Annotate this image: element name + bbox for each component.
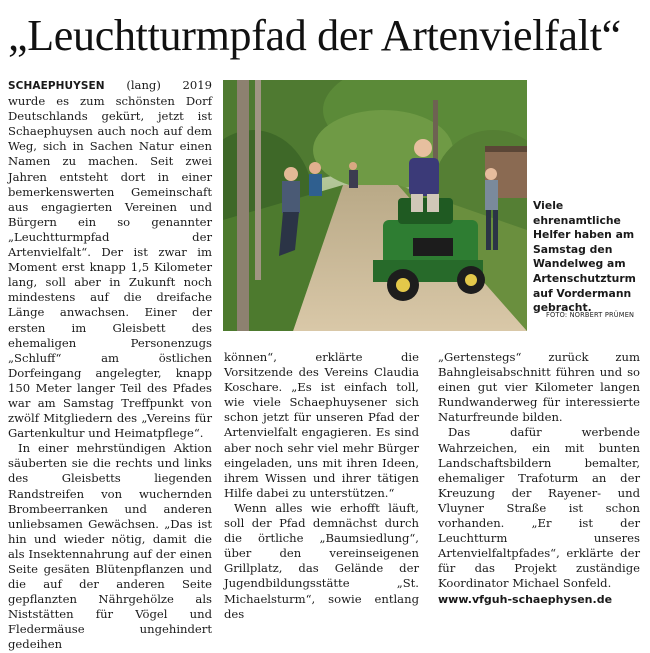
website-link[interactable]: www.vfguh-schaephysen.de xyxy=(438,592,613,606)
photo-volunteers-mower xyxy=(223,80,527,331)
article-column-1 xyxy=(8,78,212,653)
paragraph: können“, erklärte die Vorsitzende des Vereins Claudia Koschare. „Es ist einfach toll, wie viele Schaephuysener sich schon jetzt für unseren Pfad der Artenvielfalt engagieren. Es sind aber noch sehr viel mehr Bürger eingeladen, uns mit ihren Ideen, ihrem Wissen und ihrer tätigen Hilfe dabei zu unterstützen.“ xyxy=(224,350,419,500)
photo-credit: FOTO: NORBERT PRÜMEN xyxy=(546,311,635,319)
paragraph-text: (lang) 2019 wurde es zum schönsten Dorf Deutschlands gekürt, jetzt ist Schaephuysen auch noch auf dem Weg, sich in Sachen Natur einen Namen zu machen. Seit zwei Jahren entsteht dort in einer bemerkenswerten Gemeinschaft aus engagierten Vereinen und Bürgern ein so genannter „Leuchtturmpfad der Artenvielfalt“. Der ist zwar im Moment erst knapp 1,5 Kilometer lang, soll aber in Zukunft noch mindestens auf die dreifache Länge anwachsen. Einer der ersten im Gleisbett des ehemaligen Personenzugs „Schluff“ am östlichen Dorfeingang angelegter, knapp 150 Meter langer Teil des Pfades war am Samstag Treffpunkt von zwölf Mitgliedern des „Vereins für Gartenkultur und Heimatpflege“. xyxy=(8,78,212,441)
photo-caption: Viele ehrenamtliche Helfer haben am Samstag den Wandelweg am Artenschutzturm auf Vordermann gebracht. xyxy=(533,199,636,315)
paragraph: Wenn alles wie erhofft läuft, soll der Pfad demnächst durch die örtliche „Baumsiedlung“, über den vereinseigenen Grillplatz, das Gelände der Jugendbildungsstätte „St. Michaelsturm“, sowie entlang des xyxy=(224,500,419,621)
headline: „Leuchtturmpfad der Artenvielfalt“ xyxy=(8,11,621,60)
paragraph: Das dafür werbende Wahrzeichen, ein mit bunten Landschaftsbildern bemalter, ehemaliger Trafoturm an der Kreuzung der Rayener- und Vluyner Straße ist schon vorhanden. „Er ist der Leuchtturm unseres Artenvielfaltpfades“, erklärte der für das Projekt zuständige Koordinator Michael Sonfeld. xyxy=(438,425,640,591)
paragraph: „Gertenstegs“ zurück zum Bahngleisabschnitt führen und so einen gut vier Kilometer langen Rundwanderweg für interessierte Naturfreunde bilden. xyxy=(438,350,640,425)
paragraph xyxy=(8,78,212,441)
article-column-2 xyxy=(224,350,419,622)
article-column-3 xyxy=(438,350,640,607)
article-photo xyxy=(223,80,527,331)
dateline: SCHAEPHUYSEN xyxy=(8,80,105,92)
paragraph: In einer mehrstündigen Aktion säuberten sie die rechts und links des Gleisbetts liegenden Randstreifen von wuchernden Brombeerranken und anderen unliebsamen Gewächsen. „Das ist hin und wieder nötig, damit die als Insektennahrung auf der einen Seite gesäten Blütenpflanzen und die auf der anderen Seite gepflanzten Nährgehölze als Niststätten für Vögel und Fledermäuse ungehindert gedeihen xyxy=(8,441,212,652)
